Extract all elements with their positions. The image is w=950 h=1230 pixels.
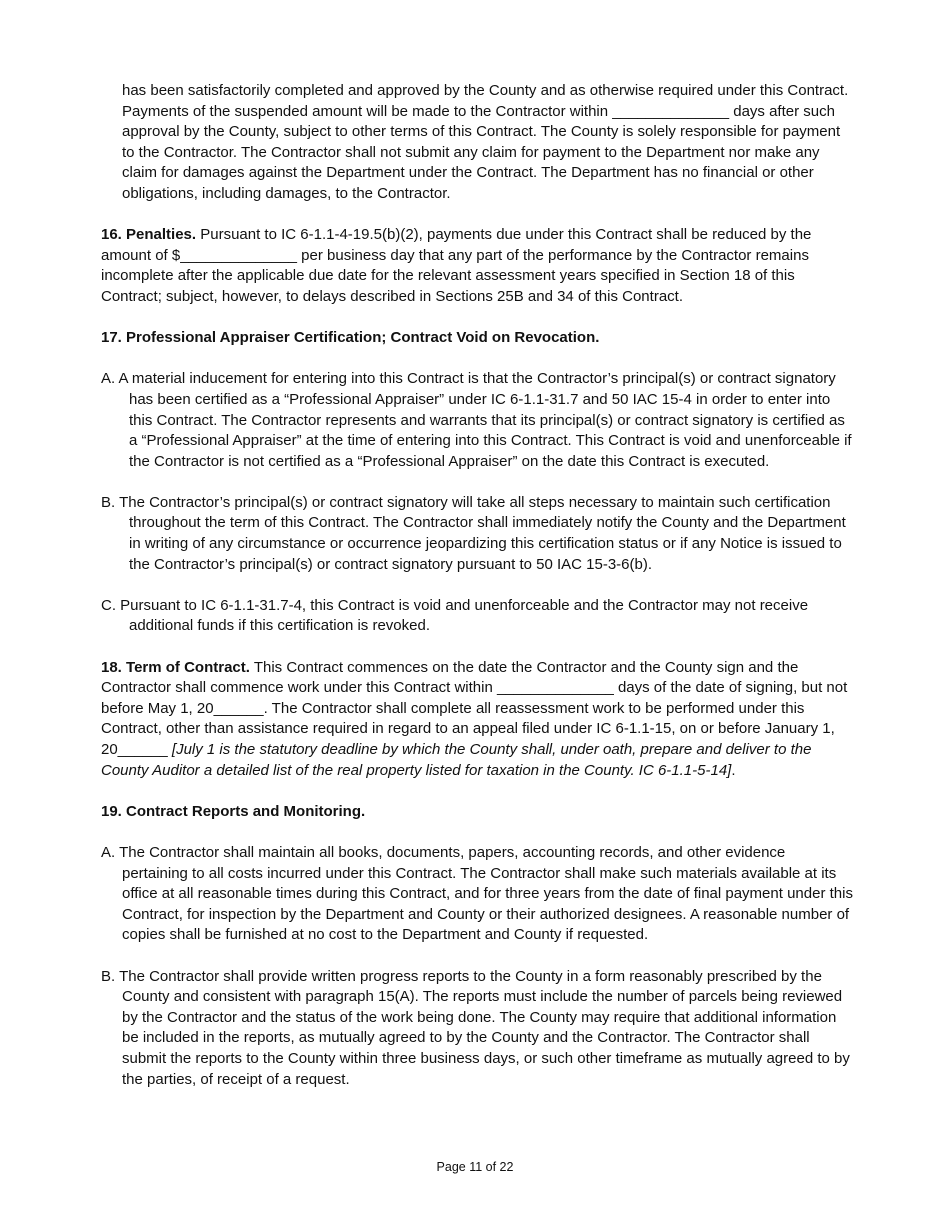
page-number: Page 11 of 22 [436, 1160, 514, 1174]
section-19-item-b: B. The Contractor shall provide written progress reports to the County in a form reasonably prescribed by the County and consistent with paragraph 15(A). The reports must include the number of parcels being reviewed by the Contractor and the status of the work being done. The County may require that additional information be included in the reports, as mutually agreed to by the County and the Contractor. The Contractor shall submit the reports to the County within three business days, or such other timeframe as mutually agreed to by the parties, of receipt of a request. [101, 967, 850, 1088]
section-18-term [101, 658, 853, 782]
section-16-text: Pursuant to IC 6-1.1-4-19.5(b)(2), payments due under this Contract shall be reduced by the amount of $______________ per business day that any part of the performance by the Contractor remains incomplete after the applicable due date for the relevant assessment years specified in Section 18 of this Contract; subject, however, to delays described in Sections 25B and 34 of this Contract. [101, 226, 812, 305]
section-17-item-b: B. The Contractor’s principal(s) or contract signatory will take all steps necessary to maintain such certification throughout the term of this Contract. The Contractor shall immediately notify the County and the Department in writing of any circumstance or occurrence jeopardizing this certification status or if any Notice is issued to the Contractor’s principal(s) or contract signatory pursuant to 50 IAC 15-3-6(b). [101, 493, 846, 573]
section-18-title: 18. Term of Contract. [101, 658, 250, 676]
section-18-end: . [731, 761, 736, 779]
section-17-item-c: C. Pursuant to IC 6-1.1-31.7-4, this Contract is void and unenforceable and the Contractor may not receive additional funds if this certification is revoked. [101, 596, 809, 635]
document-page [101, 81, 853, 1111]
section-17-item-a: A. A material inducement for entering into this Contract is that the Contractor’s principal(s) or contract signatory has been certified as a “Professional Appraiser” under IC 6-1.1-31.7 and 50 IAC 15-4 in order to enter into this Contract. The Contractor represents and warrants that its principal(s) or contract signatory is certified as a “Professional Appraiser” at the time of entering into this Contract. This Contract is void and unenforceable if the Contractor is not certified as a “Professional Appraiser” on the date this Contract is executed. [101, 370, 852, 470]
section-19-title: 19. Contract Reports and Monitoring. [101, 802, 366, 820]
section-17-title: 17. Professional Appraiser Certification; Contract Void on Revocation. [101, 329, 600, 347]
section-16-penalties [101, 225, 853, 307]
section-18-italic-note: [July 1 is the statutory deadline by which the County shall, under oath, prepare and deliver to the County Auditor a detailed list of the real property listed for taxation in the County. IC 6-1.1-5-14] [101, 741, 812, 779]
section-19-item-a: A. The Contractor shall maintain all books, documents, papers, accounting records, and other evidence pertaining to all costs incurred under this Contract. The Contractor shall make such materials available at its office at all reasonable times during this Contract, and for three years from the date of final payment under this Contract, for inspection by the Department and County or their authorized designees. A reasonable number of copies shall be furnished at no cost to the Department and County if requested. [101, 843, 853, 944]
section-16-title: 16. Penalties. [101, 226, 197, 244]
continued-paragraph: has been satisfactorily completed and approved by the County and as otherwise required under this Contract. Payments of the suspended amount will be made to the Contractor within ______________ days after such approval by the County, subject to other terms of this Contract. The County is solely responsible for payment to the Contractor. The Contractor shall not submit any claim for payment to the Department nor make any claim for damages against the Department under the Contract. The Department has no financial or other obligations, including damages, to the Contractor. [122, 82, 849, 202]
section-18-text: This Contract commences on the date the Contractor and the County sign and the Contractor shall commence work under this Contract within ______________ days of the date of signing, but not before May 1, 20______. The Contractor shall complete all reassessment work to be performed under this Contract, other than assistance required in regard to an appeal filed under IC 6-1.1-15, on or before January 1, 20______ [101, 658, 848, 758]
